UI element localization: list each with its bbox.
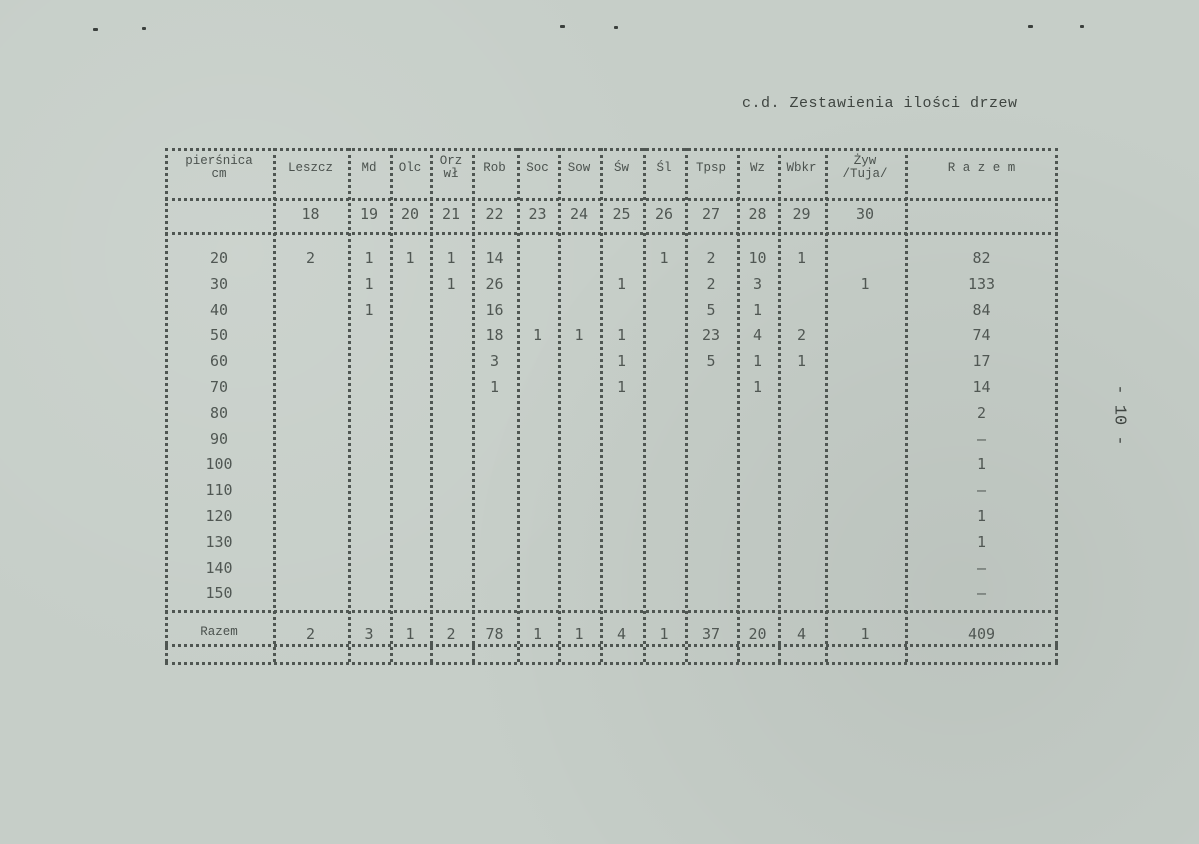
count-cell: 1 [489, 378, 500, 396]
column-header: Rob [483, 161, 506, 175]
column-number: 26 [654, 205, 674, 223]
column-number: 29 [792, 205, 811, 223]
column-number: 20 [400, 205, 420, 223]
count-cell: 1 [976, 532, 987, 551]
column-header: Tpsp [695, 161, 726, 175]
column-number: 21 [441, 205, 461, 223]
column-number: 28 [748, 205, 767, 223]
column-header: Soc [526, 161, 549, 175]
count-cell: 133 [967, 274, 996, 293]
count-cell: 84 [972, 300, 991, 319]
count-cell: 1 [364, 300, 374, 319]
count-cell: 1 [616, 274, 627, 293]
table-rule [165, 232, 1058, 235]
ink-speck [93, 28, 98, 31]
table-rule [165, 662, 1058, 665]
page-number [1104, 370, 1134, 460]
total-cell: 2 [305, 625, 316, 643]
total-cell: 1 [860, 625, 870, 643]
diameter-class-cell: 90 [209, 429, 229, 448]
count-cell: 1 [446, 274, 456, 293]
count-cell: – [976, 584, 987, 603]
column-rule [558, 148, 561, 662]
column-rule [273, 148, 276, 662]
column-rule [600, 148, 603, 662]
table-rule [165, 198, 1058, 201]
column-header: Św [613, 161, 629, 175]
total-cell: 1 [659, 625, 669, 643]
count-cell: 1 [976, 455, 987, 474]
diameter-class-cell: 40 [209, 300, 229, 319]
column-rule [825, 148, 828, 662]
column-rule [390, 148, 393, 662]
total-cell: 20 [748, 625, 767, 643]
diameter-class-cell: 30 [209, 274, 229, 293]
count-cell: 23 [701, 326, 721, 345]
count-cell: 2 [305, 249, 316, 267]
diameter-class-cell: 130 [205, 532, 233, 551]
count-cell: 74 [972, 326, 991, 345]
count-cell: 1 [405, 249, 415, 267]
column-header: Wz [749, 161, 765, 175]
column-rule [685, 148, 688, 662]
count-cell: 1 [796, 352, 807, 371]
total-cell: 37 [701, 625, 721, 643]
total-cell: 78 [485, 625, 504, 643]
total-cell: 1 [405, 625, 415, 643]
table-rule [165, 644, 1058, 647]
column-header: Śl [656, 161, 672, 175]
count-cell: 1 [796, 249, 807, 267]
total-cell: 1 [532, 625, 543, 643]
column-number: 19 [359, 205, 379, 223]
count-cell: 2 [976, 403, 987, 422]
column-number: 22 [485, 205, 504, 223]
count-cell: – [976, 558, 987, 577]
count-cell: 26 [485, 274, 504, 293]
count-cell: 1 [616, 326, 627, 345]
diameter-class-cell: 110 [205, 481, 233, 500]
column-rule [517, 148, 520, 662]
ink-speck [1080, 25, 1084, 28]
total-cell: 409 [967, 625, 996, 643]
document-heading: c.d. Zestawienia ilości drzew [742, 95, 1018, 112]
column-number: 24 [569, 205, 589, 223]
count-cell: 1 [364, 274, 374, 293]
tree-count-table [165, 148, 1058, 662]
column-header: Md [361, 161, 377, 175]
column-number: 25 [612, 205, 631, 223]
count-cell: 1 [860, 274, 870, 293]
count-cell: 17 [972, 352, 991, 371]
diameter-class-cell: 100 [205, 455, 233, 474]
table-rule [165, 610, 1058, 613]
count-cell: 5 [706, 352, 716, 371]
count-cell: – [976, 481, 987, 500]
diameter-class-cell: 150 [205, 584, 233, 603]
ink-speck [614, 26, 618, 29]
total-cell: 4 [796, 625, 807, 643]
count-cell: 1 [364, 249, 374, 267]
ink-speck [560, 25, 565, 28]
column-rule [430, 148, 433, 662]
column-header: Wbkr [786, 161, 817, 175]
column-rule [737, 148, 740, 662]
column-header: Olc [398, 161, 422, 175]
count-cell: 1 [532, 326, 543, 345]
column-number: 27 [701, 205, 721, 223]
count-cell: 16 [485, 300, 504, 319]
column-header: Orz wł [439, 154, 463, 181]
total-cell: 1 [574, 625, 584, 643]
total-cell: 3 [364, 625, 374, 643]
count-cell: – [976, 429, 987, 448]
diameter-class-cell: 50 [209, 326, 229, 345]
diameter-class-cell: 120 [205, 507, 233, 525]
column-header: Leszcz [287, 161, 333, 175]
table-rule [165, 148, 1058, 151]
ink-speck [1028, 25, 1033, 28]
count-cell: 1 [574, 326, 584, 345]
column-rule [643, 148, 646, 662]
total-cell: 2 [446, 625, 456, 643]
diameter-class-cell: 20 [209, 249, 229, 267]
total-cell: 4 [616, 625, 627, 643]
diameter-class-cell: 60 [209, 352, 229, 371]
count-cell: 1 [752, 352, 763, 371]
column-header: Żyw /Tuja/ [842, 154, 888, 181]
column-rule [778, 148, 781, 662]
column-header: Sow [567, 161, 591, 175]
count-cell: 1 [752, 378, 763, 396]
column-number: 30 [855, 205, 875, 223]
diameter-class-cell: 140 [205, 558, 233, 577]
count-cell: 14 [972, 378, 991, 396]
count-cell: 1 [616, 352, 627, 371]
diameter-class-cell: 80 [209, 403, 229, 422]
diameter-class-cell: 70 [209, 378, 229, 396]
count-cell: 3 [489, 352, 500, 371]
count-cell: 1 [976, 507, 987, 525]
page-number-text: - 10 - [1109, 384, 1129, 446]
count-cell: 10 [748, 249, 767, 267]
count-cell: 4 [752, 326, 763, 345]
column-header: pierśnica cm [185, 154, 253, 181]
count-cell: 1 [446, 249, 456, 267]
count-cell: 1 [616, 378, 627, 396]
column-number: 18 [301, 205, 320, 223]
count-cell: 2 [796, 326, 807, 345]
total-label: Razem [200, 625, 238, 639]
count-cell: 3 [752, 274, 763, 293]
count-cell: 1 [659, 249, 669, 267]
column-number: 23 [528, 205, 547, 223]
count-cell: 14 [485, 249, 504, 267]
count-cell: 2 [706, 249, 716, 267]
column-rule [348, 148, 351, 662]
count-cell: 82 [972, 249, 991, 267]
column-rule [472, 148, 475, 662]
count-cell: 18 [485, 326, 504, 345]
column-header: R a z e m [947, 161, 1016, 175]
ink-speck [142, 27, 146, 30]
count-cell: 5 [706, 300, 716, 319]
count-cell: 2 [706, 274, 716, 293]
count-cell: 1 [752, 300, 763, 319]
